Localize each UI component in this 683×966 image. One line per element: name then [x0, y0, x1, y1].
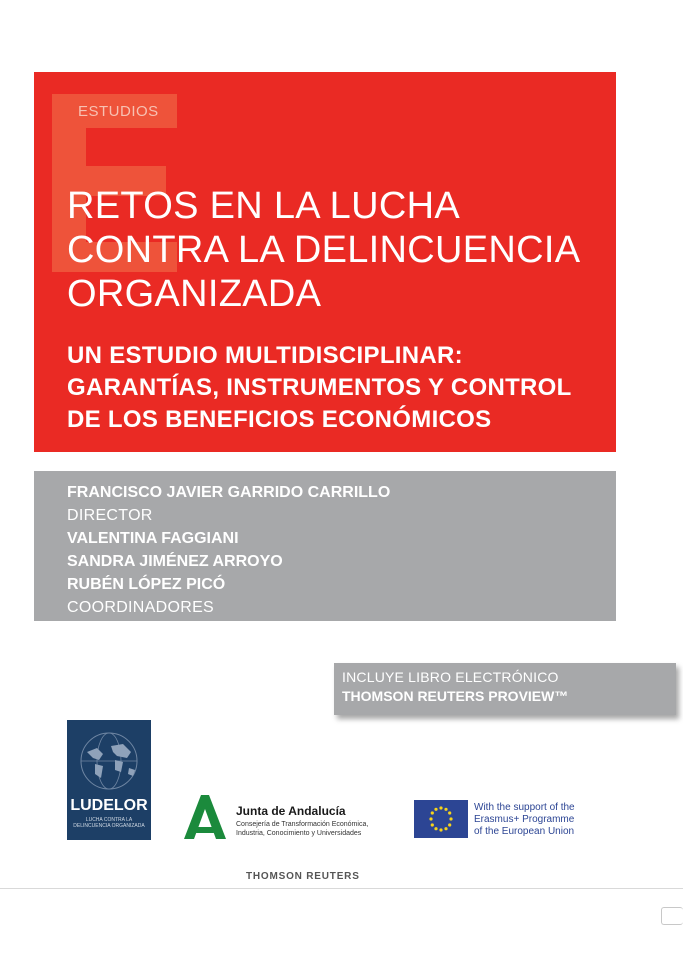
- authors-block: [34, 471, 616, 621]
- subtitle-line: GARANTÍAS, INSTRUMENTOS Y CONTROL: [67, 374, 572, 401]
- coordinator-name: RUBÉN LÓPEZ PICÓ: [67, 576, 226, 593]
- series-label: ESTUDIOS: [78, 103, 159, 120]
- subtitle-line: DE LOS BENEFICIOS ECONÓMICOS: [67, 406, 492, 433]
- director-name: FRANCISCO JAVIER GARRIDO CARRILLO: [67, 484, 391, 501]
- authors-list: [67, 481, 390, 619]
- junta-andalucia-logo: [180, 793, 380, 841]
- junta-department: Consejería de Transformación Económica, Industria, Conocimiento y Universidades: [236, 821, 369, 837]
- junta-name: Junta de Andalucía: [236, 804, 346, 818]
- footer-divider: [0, 888, 683, 889]
- eu-flag-icon: [414, 800, 468, 838]
- subtitle-line: UN ESTUDIO MULTIDISCIPLINAR:: [67, 342, 463, 369]
- junta-a-icon: [180, 793, 230, 841]
- title-line: CONTRA LA DELINCUENCIA: [67, 229, 581, 271]
- director-role: DIRECTOR: [67, 507, 153, 524]
- ebook-badge: [334, 663, 676, 715]
- publisher-name: THOMSON REUTERS: [246, 871, 360, 882]
- ludelor-title: LUDELOR: [70, 797, 148, 814]
- erasmus-logo: [414, 800, 604, 842]
- title-line: RETOS EN LA LUCHA: [67, 185, 460, 227]
- ludelor-logo: [67, 720, 151, 840]
- ebook-line2: THOMSON REUTERS PROVIEW™: [342, 688, 569, 704]
- coordinator-name: SANDRA JIMÉNEZ ARROYO: [67, 553, 283, 570]
- cover-red-block: [34, 72, 616, 452]
- ludelor-subtitle: LUCHA CONTRA LA DELINCUENCIA ORGANIZADA: [73, 817, 145, 829]
- title-line: ORGANIZADA: [67, 273, 322, 315]
- coordinator-name: VALENTINA FAGGIANI: [67, 530, 239, 547]
- erasmus-text: With the support of the Erasmus+ Programme of the European Union: [474, 802, 575, 837]
- coordinators-role: COORDINADORES: [67, 599, 215, 616]
- book-subtitle: [67, 340, 572, 436]
- globe-icon: [73, 730, 145, 792]
- ebook-line1: INCLUYE LIBRO ELECTRÓNICO: [342, 669, 559, 685]
- corner-control[interactable]: [661, 907, 683, 925]
- book-title: [67, 184, 580, 316]
